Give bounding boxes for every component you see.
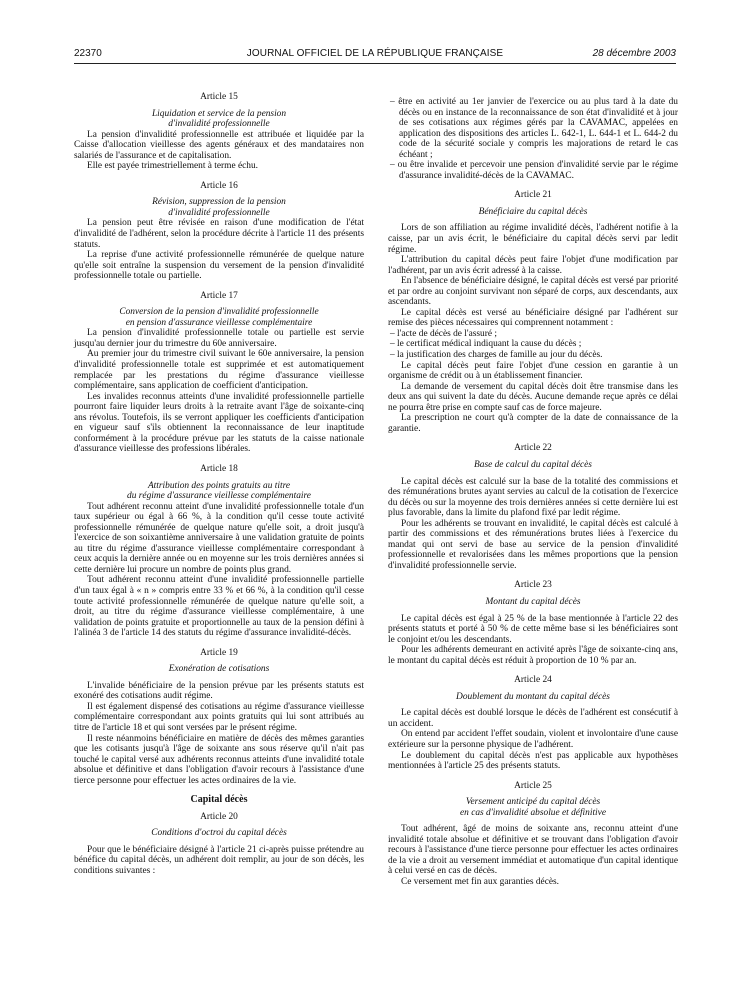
paragraph: La reprise d'une activité professionnelle rémunérée de quelque nature qu'elle soit entraîne la suspension du versement de la pension d'invalidité professionnelle totale ou partielle. <box>74 250 364 282</box>
article-25-title: Versement anticipé du capital décès <box>465 797 601 808</box>
article-17-heading: Article 17 <box>200 290 238 301</box>
article-21-title: Bénéficiaire du capital décès <box>478 206 588 217</box>
paragraph: Le capital décès est doublé lorsque le décès de l'adhérent est consécutif à un accident. <box>388 708 678 729</box>
publication-date: 28 décembre 2003 <box>592 48 676 59</box>
paragraph: Les invalides reconnus atteints d'une invalidité professionnelle partielle pourront faire liquider leurs droits à la retraite avant l'âge de soixante-cinq ans révolus. Toutefois, ils se verront appliquer les coefficients d'anticipation en vigueur sauf s'ils obtiennent la reconnaissance de leur inaptitude conformément à la procédure prévue par les statuts de la caisse nationale d'assurance vieillesse des professions libérales. <box>74 391 364 455</box>
article-18-title: du régime d'assurance vieillesse complémentaire <box>127 491 311 502</box>
article-16-title: d'invalidité professionnelle <box>168 207 270 218</box>
paragraph: La demande de versement du capital décès doit être transmise dans les deux ans qui suivent la date du décès. Aucune demande reçue après ce délai ne pourra être prise en compte sauf cas de force majeure. <box>388 381 678 413</box>
article-21-heading: Article 21 <box>514 190 552 201</box>
paragraph: L'invalide bénéficiaire de la pension prévue par les présents statuts est exonéré des cotisations audit régime. <box>74 680 364 702</box>
list-item: – être en activité au 1er janvier de l'exercice ou au plus tard à la date du décès ou en instance de la reconnaissance de son état d'invalidité et à jour de ses cotisations aux régimes gérés par la CAVAMAC, appelées en application des dispositions des articles L. 642-1, L. 644-1 et L. 644-2 du code de la sécurité sociale y compris les majorations de retard le cas échéant ; <box>390 97 678 160</box>
list-item: – ou être invalide et percevoir une pension d'invalidité servie par le régime d'assurance invalidité-décès de la CAVAMAC. <box>390 160 678 181</box>
paragraph: Pour que le bénéficiaire désigné à l'article 21 ci-après puisse prétendre au bénéfice du capital décès, un adhérent doit remplir, au jour de son décès, les conditions suivantes : <box>74 844 364 876</box>
page-header <box>74 48 676 62</box>
article-25-heading: Article 25 <box>514 780 552 791</box>
paragraph: La prescription ne court qu'à compter de la date de connaissance de la garantie. <box>388 413 678 434</box>
article-15-title: d'invalidité professionnelle <box>168 119 270 130</box>
article-18-title: Attribution des points gratuits au titre <box>147 480 291 491</box>
paragraph: Pour les adhérents demeurant en activité après l'âge de soixante-cinq ans, le montant du capital décès est réduit à proportion de 10 % par an. <box>388 645 678 666</box>
paragraph: Lors de son affiliation au régime invalidité décès, l'adhérent notifie à la caisse, par un avis écrit, le bénéficiaire du capital décès servi par ledit régime. <box>388 223 678 255</box>
section-heading: Capital décès <box>190 794 248 806</box>
paragraph: La pension peut être révisée en raison d'une modification de l'état d'invalidité de l'adhérent, selon la procédure décrite à l'article 11 des présents statuts. <box>74 218 364 250</box>
article-24-title: Doublement du montant du capital décès <box>456 691 610 702</box>
article-18-heading: Article 18 <box>200 463 238 474</box>
article-20-title: Conditions d'octroi du capital décès <box>151 828 287 839</box>
list-item: – le certificat médical indiquant la cause du décès ; <box>390 339 582 350</box>
article-23-heading: Article 23 <box>514 580 552 591</box>
header-rule <box>74 63 676 64</box>
article-22-heading: Article 22 <box>514 443 552 454</box>
article-15-title: Liquidation et service de la pension <box>151 108 287 119</box>
paragraph: Le capital décès est calculé sur la base de la totalité des commissions et des rémunérations brutes ayant servies au calcul de la cotisation de l'exercice du décès ou sur la moyenne des trois dernières années si cette dernière lui est plus favorable, dans la limite du plafond fixé par ledit régime. <box>388 476 678 519</box>
article-25-title: en cas d'invalidité absolue et définitive <box>460 807 606 818</box>
article-19-title: Exonération de cotisations <box>168 664 270 675</box>
article-16-title: Révision, suppression de la pension <box>152 197 286 208</box>
paragraph: Pour les adhérents se trouvant en invalidité, le capital décès est calculé à partir des commissions et des rémunérations brutes liées à l'exercice du mandat qui ont servi de base au service de la pension d'invalidité professionnelle et revalorisées dans les mêmes proportions que la pension d'invalidité professionnelle servie. <box>388 518 678 571</box>
paragraph: On entend par accident l'effet soudain, violent et involontaire d'une cause extérieure sur la personne physique de l'adhérent. <box>388 729 678 750</box>
paragraph: Ce versement met fin aux garanties décès. <box>401 877 560 887</box>
condition-list <box>388 97 678 181</box>
list-item: – la justification des charges de famille au jour du décès. <box>390 350 603 361</box>
article-16-heading: Article 16 <box>200 180 238 191</box>
paragraph: Le capital décès est versé au bénéficiaire désigné par l'adhérent sur remise des pièces nécessaires qui comprennent notamment : <box>388 307 678 329</box>
article-19-heading: Article 19 <box>200 647 238 658</box>
article-15-heading: Article 15 <box>200 92 238 102</box>
article-24-heading: Article 24 <box>514 675 552 686</box>
paragraph: En l'absence de bénéficiaire désigné, le capital décès est versé par priorité et par ordre au conjoint survivant non séparé de corps, aux descendants, aux ascendants. <box>388 276 678 308</box>
article-17-title: en pension d'assurance vieillesse complémentaire <box>125 317 313 328</box>
paragraph: Tout adhérent reconnu atteint d'une invalidité professionnelle partielle d'un taux égal à « n » compris entre 33 % et 66 %, à la condition qu'il cesse toute activité professionnelle rémunérée de quelque nature qu'elle soit, a droit, au titre du régime d'assurance vieillesse complémentaire, à une validation de points gratuite et proportionnelle au taux de la pension défini à l'alinéa 3 de l'article 14 des statuts du régime d'assurance invalidité-décès. <box>74 575 364 639</box>
article-23-title: Montant du capital décès <box>485 596 581 607</box>
journal-title: JOURNAL OFFICIEL DE LA RÉPUBLIQUE FRANÇAISE <box>246 48 504 59</box>
paragraph: Il reste néanmoins bénéficiaire en matière de décès des mêmes garanties que les cotisants jusqu'à l'âge de soixante ans sous réserve qu'il n'ait pas touché le capital versé aux adhérents reconnus atteints d'une invalidité totale absolue et définitive et dans l'obligation d'avoir recours à l'assistance d'une tierce personne pour effectuer les actes ordinaires de la vie. <box>74 733 364 786</box>
paragraph: Tout adhérent, âgé de moins de soixante ans, reconnu atteint d'une invalidité totale absolue et définitive et se trouvant dans l'obligation d'avoir recours à l'assistance d'une tierce personne pour effectuer les actes ordinaires de la vie a droit au versement immédiat et automatique d'un capital identique à celui versé en cas de décès. <box>388 824 678 877</box>
paragraph: Le doublement du capital décès n'est pas applicable aux hypothèses mentionnées à l'article 25 des présents statuts. <box>388 750 678 772</box>
left-column <box>74 92 364 877</box>
paragraph: Tout adhérent reconnu atteint d'une invalidité professionnelle totale d'un taux supérieur ou égal à 66 %, à la condition qu'il cesse toute activité professionnelle rémunérée de quelque nature qu'elle soit, a droit jusqu'à l'exercice de son soixantième anniversaire à une validation gratuite de points au titre du régime d'assurance vieillesse complémentaire correspondant à ceux acquis la dernière année ou en moyenne sur les trois dernières années si cette dernière lui procure un nombre de points plus grand. <box>74 501 364 575</box>
paragraph: La pension d'invalidité professionnelle totale ou partielle est servie jusqu'au dernier jour du trimestre du 60e anniversaire. <box>74 328 364 349</box>
documents-list <box>388 329 678 361</box>
paragraph: Au premier jour du trimestre civil suivant le 60e anniversaire, la pension d'invalidité professionnelle totale est supprimée et est automatiquement remplacée par les prestations du régime d'assurance vieillesse complémentaire, sans application de coefficient d'anticipation. <box>74 349 364 392</box>
list-item: – l'acte de décès de l'assuré ; <box>390 328 497 339</box>
page-number: 22370 <box>74 48 102 59</box>
article-20-heading: Article 20 <box>200 811 238 822</box>
right-column <box>388 97 678 888</box>
article-22-title: Base de calcul du capital décès <box>474 459 592 470</box>
paragraph: Le capital décès est égal à 25 % de la base mentionnée à l'article 22 des présents statuts et porté à 50 % de cette même base si les bénéficiaires sont le conjoint et/ou les descendants. <box>388 613 678 645</box>
paragraph: Le capital décès peut faire l'objet d'une cession en garantie à un organisme de crédit ou à un établissement financier. <box>388 360 678 382</box>
paragraph: Elle est payée trimestriellement à terme échu. <box>87 161 259 172</box>
paragraph: Il est également dispensé des cotisations au régime d'assurance vieillesse complémentaire correspondant aux points gratuits qui lui sont attribués au titre de l'article 18 et qui sont versées par le présent régime. <box>74 701 364 733</box>
article-17-title: Conversion de la pension d'invalidité professionnelle <box>119 307 319 318</box>
paragraph: La pension d'invalidité professionnelle est attribuée et liquidée par la Caisse d'allocation vieillesse des agents généraux et des mandataires non salariés de l'assurance et de capitalisation. <box>74 129 364 161</box>
paragraph: L'attribution du capital décès peut faire l'objet d'une modification par l'adhérent, par un avis écrit adressé à la caisse. <box>388 255 678 276</box>
